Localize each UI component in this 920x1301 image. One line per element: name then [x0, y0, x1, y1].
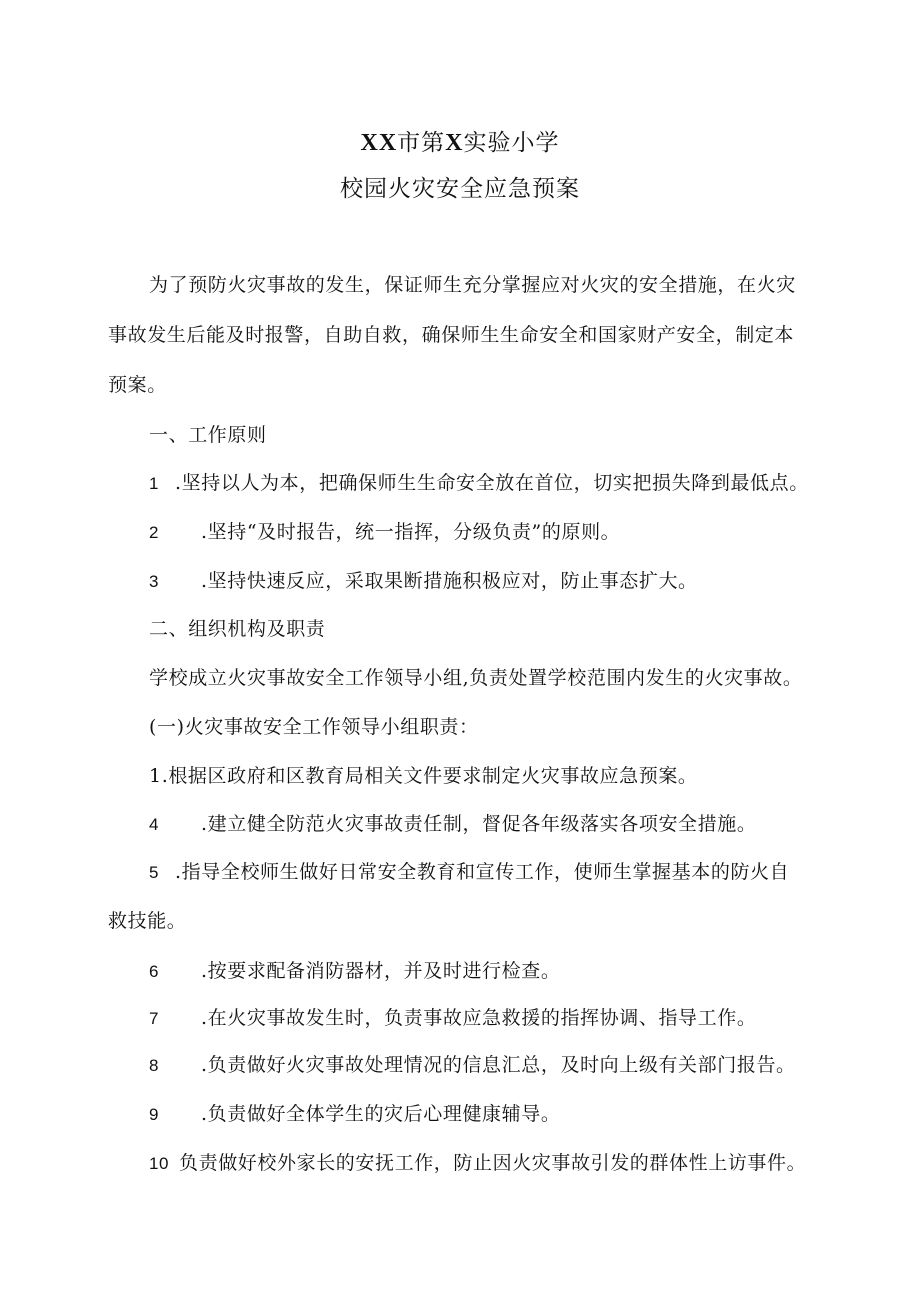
duty-number: 4 [149, 815, 160, 834]
duty-text: .负责做好全体学生的灾后心理健康辅导。 [201, 1103, 561, 1125]
duty-text: .指导全校师生做好日常安全教育和宣传工作，使师生掌握基本的防火自 [175, 861, 790, 883]
principle-number: 2 [149, 523, 160, 542]
title-line-2: 校园火灾安全应急预案 [340, 176, 580, 202]
duty-item [149, 1099, 560, 1126]
duty-number: 10 [149, 1154, 170, 1173]
duty-text: 负责做好校外家长的安抚工作，防止因火灾事故引发的群体性上访事件。 [179, 1152, 807, 1174]
section-heading: 一、工作原则 [149, 424, 267, 446]
duty-number: 5 [149, 863, 160, 882]
duty-item [149, 809, 756, 836]
duty-text: .建立健全防范火灾事故责任制，督促各年级落实各项安全措施。 [201, 813, 757, 835]
duty-item [149, 1050, 796, 1077]
title-city: 市第 [397, 130, 446, 156]
duty-text: .按要求配备消防器材，并及时进行检查。 [201, 960, 561, 982]
subsection-heading: (一)火灾事故安全工作领导小组职责： [149, 716, 479, 738]
principle-item [149, 566, 698, 593]
principle-text: .坚持以人为本，把确保师生生命安全放在首位，切实把损失降到最低点。 [175, 472, 809, 494]
duty-text: .在火灾事故发生时，负责事故应急救援的指挥协调、指导工作。 [201, 1007, 757, 1029]
title-school: 实验小学 [463, 130, 560, 156]
principle-item [149, 517, 620, 544]
section-heading: 二、组织机构及职责 [149, 618, 326, 640]
title-line-1 [0, 120, 920, 166]
duty-item [149, 1148, 806, 1175]
duty-number: 9 [149, 1105, 160, 1124]
duty-item: 1.根据区政府和区教育局相关文件要求制定火灾事故应急预案。 [149, 765, 698, 787]
title-x: X [445, 130, 464, 156]
duty-item [149, 956, 560, 983]
principle-item [149, 468, 809, 495]
duty-item-continued: 救技能。 [108, 910, 187, 932]
intro-line-3: 预案。 [108, 374, 167, 396]
principle-number: 1 [149, 474, 160, 493]
duty-number: 7 [149, 1009, 160, 1028]
intro-line-1: 为了预防火灾事故的发生，保证师生充分掌握应对火灾的安全措施，在火灾 [149, 274, 796, 296]
duty-text: .负责做好火灾事故处理情况的信息汇总，及时向上级有关部门报告。 [201, 1054, 796, 1076]
duty-number: 6 [149, 962, 160, 981]
principle-number: 3 [149, 572, 160, 591]
duty-item [149, 1003, 756, 1030]
document-title [0, 120, 920, 212]
section-intro: 学校成立火灾事故安全工作领导小组,负责处置学校范围内发生的火灾事故。 [149, 667, 803, 689]
intro-line-2: 事故发生后能及时报警，自助自救，确保师生生命安全和国家财产安全，制定本 [108, 324, 795, 346]
duty-item [149, 857, 789, 884]
principle-text: .坚持“及时报告，统一指挥，分级负责”的原则。 [201, 521, 621, 543]
title-xx: XX [360, 130, 398, 156]
principle-text: .坚持快速反应，采取果断措施积极应对，防止事态扩大。 [201, 570, 698, 592]
duty-number: 8 [149, 1056, 160, 1075]
